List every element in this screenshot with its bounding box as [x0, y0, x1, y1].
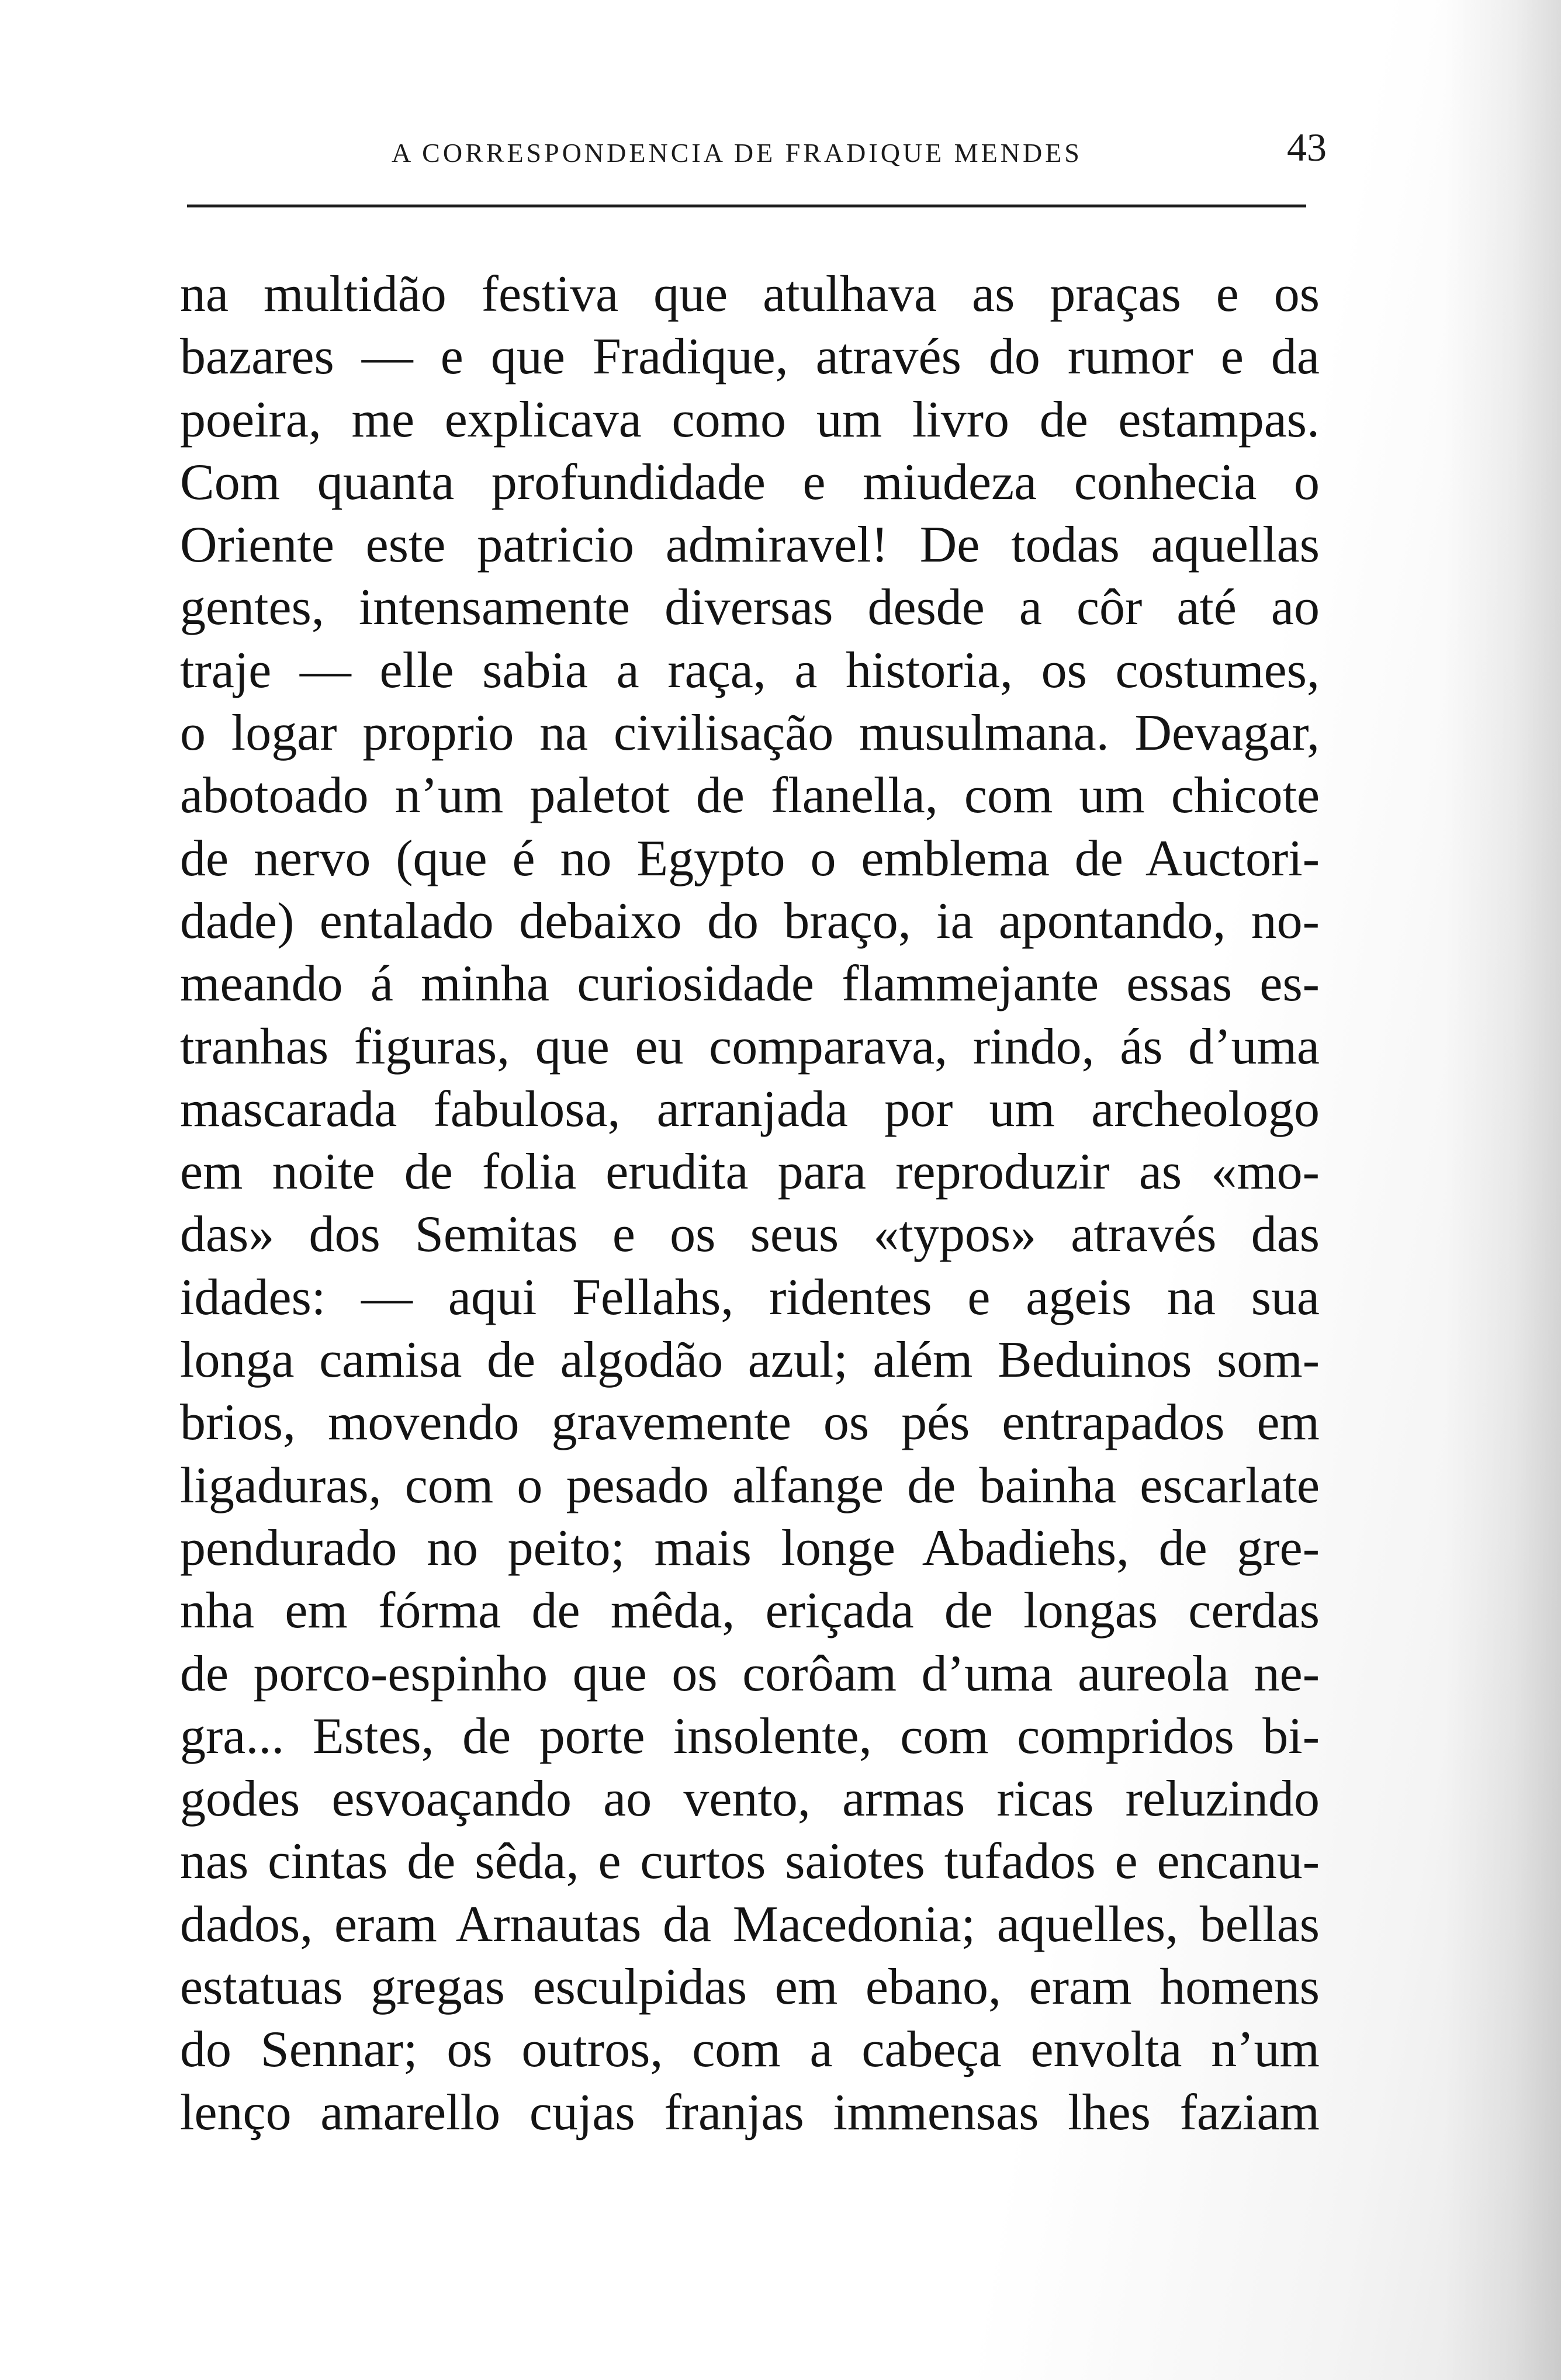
- text-line: do Sennar; os outros, com a cabeça envolta n’um: [180, 2021, 1320, 2078]
- text-line: em noite de folia erudita para reproduzir as «mo-: [180, 1144, 1320, 1201]
- text-line: longa camisa de algodão azul; além Beduinos som-: [180, 1332, 1320, 1389]
- text-line: nha em fórma de mêda, eriçada de longas cerdas: [180, 1582, 1320, 1640]
- text-line: bazares — e que Fradique, através do rumor e da: [180, 328, 1320, 386]
- body-text: [180, 263, 1320, 2144]
- text-line: meando á minha curiosidade flammejante essas es-: [180, 955, 1320, 1013]
- text-line: ligaduras, com o pesado alfange de bainha escarlate: [180, 1457, 1320, 1514]
- text-line: gentes, intensamente diversas desde a côr até ao: [180, 579, 1320, 636]
- text-line: de nervo (que é no Egypto o emblema de Auctori-: [180, 830, 1320, 887]
- text-line: gra... Estes, de porte insolente, com compridos bi-: [180, 1707, 1320, 1765]
- text-line: Oriente este patricio admiravel! De todas aquellas: [180, 517, 1320, 574]
- text-line: pendurado no peito; mais longe Abadiehs, de gre-: [180, 1519, 1320, 1577]
- text-line: nas cintas de sêda, e curtos saiotes tufados e encanu-: [180, 1833, 1320, 1890]
- text-line: idades: — aqui Fellahs, ridentes e ageis na sua: [180, 1269, 1320, 1326]
- text-line: brios, movendo gravemente os pés entrapados em: [180, 1394, 1320, 1451]
- page-header: [181, 120, 1327, 184]
- text-line: godes esvoaçando ao vento, armas ricas reluzindo: [180, 1771, 1320, 1828]
- text-line: Com quanta profundidade e miudeza conhecia o: [180, 453, 1320, 511]
- text-line: dade) entalado debaixo do braço, ia apontando, no-: [180, 892, 1320, 950]
- text-line: das» dos Semitas e os seus «typos» através das: [180, 1206, 1320, 1263]
- page-edge-shadow: [1444, 0, 1561, 2380]
- header-rule: [187, 205, 1306, 207]
- text-line: traje — elle sabia a raça, a historia, os costumes,: [180, 642, 1320, 699]
- text-line: o logar proprio na civilisação musulmana. Devagar,: [180, 705, 1320, 762]
- running-title: A CORRESPONDENCIA DE FRADIQUE MENDES: [392, 138, 1082, 168]
- text-line: dados, eram Arnautas da Macedonia; aquelles, bellas: [180, 1896, 1320, 1953]
- text-line: de porco-espinho que os corôam d’uma aureola ne-: [180, 1645, 1320, 1702]
- text-line: lenço amarello cujas franjas immensas lhes faziam: [180, 2084, 1320, 2141]
- text-line: na multidão festiva que atulhava as praças e os: [180, 266, 1320, 323]
- text-line: estatuas gregas esculpidas em ebano, eram homens: [180, 1959, 1320, 2016]
- text-line: tranhas figuras, que eu comparava, rindo, ás d’uma: [180, 1018, 1320, 1075]
- page-number: 43: [1287, 125, 1327, 169]
- text-line: abotoado n’um paletot de flanella, com um chicote: [180, 767, 1320, 824]
- text-line: mascarada fabulosa, arranjada por um archeologo: [180, 1080, 1320, 1138]
- text-line: poeira, me explicava como um livro de estampas.: [180, 391, 1320, 448]
